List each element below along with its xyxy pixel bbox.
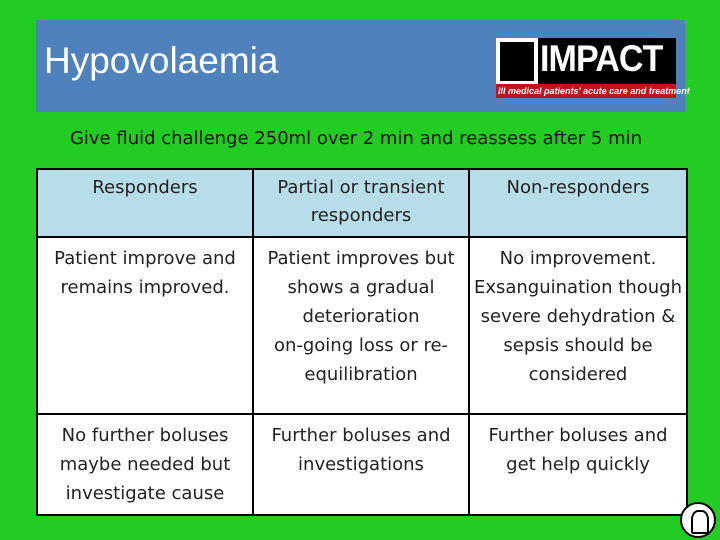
table-header-row — [37, 169, 687, 237]
header-non-responders: Non-responders — [469, 169, 687, 237]
response-table — [36, 168, 688, 516]
institution-seal-icon — [680, 502, 716, 538]
table-row — [37, 414, 687, 515]
title-bar — [36, 20, 690, 112]
impact-logo — [496, 38, 690, 98]
table-row — [37, 237, 687, 414]
header-responders: Responders — [37, 169, 253, 237]
table-cell: Further boluses and get help quickly — [469, 414, 687, 515]
logo-strip — [496, 84, 690, 98]
logo-wordmark: IMPACT — [540, 38, 663, 79]
table-cell: Patient improves but shows a gradual deterioration on-going loss or re-equilibration — [253, 237, 469, 414]
page-title: Hypovolaemia — [44, 40, 279, 81]
header-partial-responders: Partial or transient responders — [253, 169, 469, 237]
logo-tagline: Ill medical patients' acute care and treatment — [498, 86, 690, 96]
table-cell: Further boluses and investigations — [253, 414, 469, 515]
logo-mark — [496, 38, 538, 85]
table-cell: No improvement. Exsanguination though severe dehydration & sepsis should be considered — [469, 237, 687, 414]
instruction-text: Give fluid challenge 250ml over 2 min and reassess after 5 min — [69, 128, 643, 149]
table-cell: No further boluses maybe needed but investigate cause — [37, 414, 253, 515]
table-cell: Patient improve and remains improved. — [37, 237, 253, 414]
